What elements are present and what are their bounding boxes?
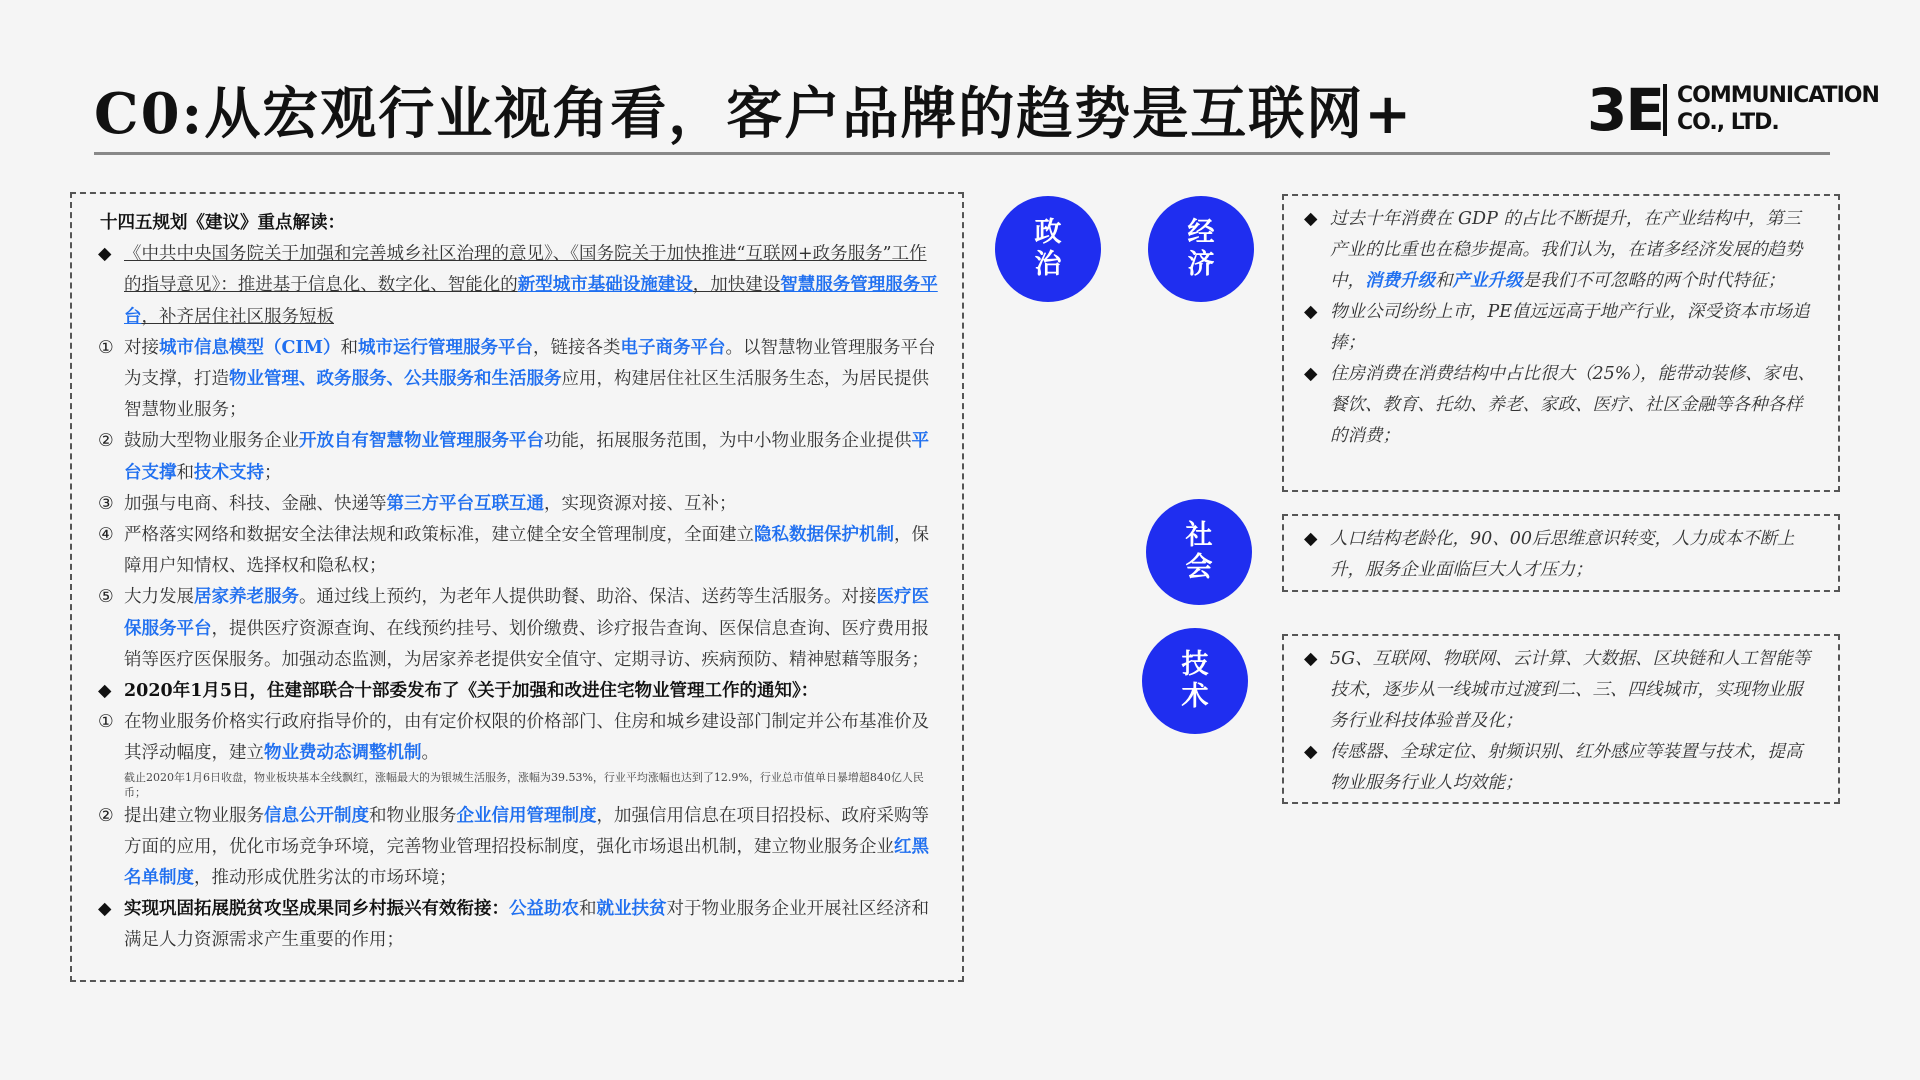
point-text: 是我们不可忽略的两个时代特征； — [1522, 271, 1785, 291]
notice-item-2 — [86, 801, 944, 895]
item-text: 对接 — [124, 337, 159, 358]
circle-char: 济 — [1187, 249, 1215, 280]
highlight-text: 企业信用管理制度 — [456, 805, 597, 826]
technology-point-1 — [1298, 644, 1818, 737]
logo-mark: 3E — [1587, 76, 1663, 144]
diamond-bullet-icon: ◆ — [98, 899, 112, 920]
logo-line-1: COMMUNICATION — [1677, 83, 1879, 108]
item-text: 。 — [421, 743, 439, 764]
circle-char: 会 — [1185, 552, 1213, 583]
item-text: 和 — [176, 462, 194, 483]
economy-point-2 — [1298, 297, 1818, 359]
highlight-text: 医疗医保服务平台 — [124, 587, 929, 639]
bullet-text: ，加快建设 — [692, 275, 781, 296]
market-note: 截止2020年1月6日收盘，物业板块基本全线飘红，涨幅最大的为银城生活服务，涨幅为39.53%，行业平均涨幅也达到了12.9%，行业总市值单日暴增超840亿人民币； — [124, 770, 924, 800]
item-text: ，实现资源对接、互补； — [544, 493, 737, 514]
policy-item-5 — [86, 582, 944, 676]
politics-circle — [995, 196, 1101, 302]
society-point-1 — [1298, 524, 1818, 586]
highlight-text: 开放自有智慧物业管理服务平台 — [299, 431, 544, 452]
policy-item-2 — [86, 426, 944, 488]
circle-char: 术 — [1181, 681, 1209, 712]
society-panel — [1282, 514, 1840, 592]
diamond-bullet-icon: ◆ — [1304, 649, 1318, 669]
highlight-text: 物业管理、政务服务、公共服务和生活服务 — [229, 369, 562, 390]
highlight-text: 红黑名单制度 — [124, 836, 929, 889]
economy-circle — [1148, 196, 1254, 302]
point-text: 物业公司纷纷上市，PE值远远高于地产行业，深受资本市场追捧； — [1330, 302, 1810, 353]
item-text: ，推动形成优胜劣汰的市场环境； — [194, 868, 457, 889]
item-text: ，链接各类 — [533, 337, 621, 358]
item-text: 和物业服务 — [369, 805, 457, 826]
item-text: ； — [264, 462, 282, 483]
highlight-text: 城市信息模型（CIM） — [159, 337, 341, 358]
highlight-text: 隐私数据保护机制 — [754, 525, 894, 546]
circle-char: 社 — [1185, 520, 1213, 551]
highlight-text: 消费升级 — [1365, 271, 1435, 291]
circle-char: 技 — [1181, 649, 1209, 680]
bullet-text: ，补齐居住社区服务短板 — [141, 306, 334, 327]
bullet-text: 《中共中央国务院关于加强和完善城乡社区治理的意见》、《国务院关于加快推进“互联网+政务服务”工作的指导意见》：推进基于信息化、数字化、智能化的 — [124, 244, 927, 296]
item-text: 鼓励大型物业服务企业 — [124, 431, 299, 452]
highlight-text: 物业费动态调整机制 — [264, 743, 422, 764]
economy-point-3 — [1298, 359, 1818, 452]
item-text: 提出建立物业服务 — [124, 805, 264, 826]
item-text: 。以智慧物业管理服务平台为支撑，打造 — [124, 337, 936, 390]
item-text: ，加强信用信息在项目招投标、政府采购等方面的应用，优化市场竞争环境，完善物业管理招投标制度，强化市场退出机制，建立物业服务企业 — [124, 805, 929, 857]
logo-divider — [1663, 84, 1667, 136]
item-text: 。通过线上预约，为老年人提供助餐、助浴、保洁、送药等生活服务。对接 — [299, 587, 877, 608]
item-number: ② — [98, 805, 114, 826]
item-text: 功能，拓展服务范围，为中小物业服务企业提供 — [544, 431, 912, 452]
policy-panel — [70, 192, 964, 982]
notice-item-1 — [86, 707, 944, 769]
item-number: ③ — [98, 493, 114, 514]
technology-point-2 — [1298, 737, 1818, 799]
economy-panel — [1282, 194, 1840, 492]
technology-panel — [1282, 634, 1840, 804]
policy-bullet-2 — [86, 676, 944, 707]
point-text: 传感器、全球定位、射频识别、红外感应等装置与技术，提高物业服务行业人均效能； — [1330, 742, 1803, 793]
item-number: ④ — [98, 525, 114, 546]
item-number: ② — [98, 431, 114, 452]
point-text: 人口结构老龄化，90、00后思维意识转变，人力成本不断上升，服务企业面临巨大人才压力； — [1330, 529, 1795, 580]
society-circle — [1146, 499, 1252, 605]
item-text: ，保障用户知情权、选择权和隐私权； — [124, 525, 929, 577]
point-text: 5G、互联网、物联网、云计算、大数据、区块链和人工智能等技术，逐步从一线城市过渡到二、三、四线城市，实现物业服务行业科技体验普及化； — [1330, 649, 1811, 731]
logo-text — [1677, 82, 1879, 136]
diamond-bullet-icon: ◆ — [1304, 302, 1318, 322]
logo-line-2: CO., LTD. — [1677, 110, 1779, 135]
technology-circle — [1142, 628, 1248, 734]
circle-char: 经 — [1187, 217, 1215, 248]
point-text: 过去十年消费在 GDP 的占比不断提升，在产业结构中，第三产业的比重也在稳步提高。我们认为，在诸多经济发展的趋势中， — [1330, 209, 1803, 291]
diamond-bullet-icon: ◆ — [1304, 209, 1318, 229]
page-title: C0:从宏观行业视角看，客户品牌的趋势是互联网+ — [94, 81, 1414, 147]
bullet-text: 2020年1月5日，住建部联合十部委发布了《关于加强和改进住宅物业管理工作的通知》： — [124, 681, 819, 702]
highlight-text: 平台支撑 — [124, 431, 929, 483]
bullet-text: 对于物业服务企业开展社区经济和满足人力资源需求产生重要的作用； — [124, 899, 929, 951]
bullet-text: 和 — [579, 899, 597, 920]
policy-bullet-3 — [86, 894, 944, 956]
item-text: 在物业服务价格实行政府指导价的，由有定价权限的价格部门、住房和城乡建设部门制定并公布基准价及其浮动幅度，建立 — [124, 712, 929, 764]
point-text: 住房消费在消费结构中占比很大（25%），能带动装修、家电、餐饮、教育、托幼、养老、家政、医疗、社区金融等各种各样的消费； — [1330, 364, 1816, 446]
highlight-text: 新型城市基础设施建设 — [517, 275, 693, 296]
item-text: ，提供医疗资源查询、在线预约挂号、划价缴费、诊疗报告查询、医保信息查询、医疗费用报销等医疗医保服务。加强动态监测，为居家养老提供安全值守、定期寻访、疾病预防、精神慰藉等服务； — [124, 618, 929, 670]
policy-item-3 — [86, 489, 944, 520]
diamond-bullet-icon: ◆ — [1304, 742, 1318, 762]
item-text: 大力发展 — [124, 587, 194, 608]
policy-item-4 — [86, 520, 944, 582]
policy-bullet-1 — [86, 239, 944, 333]
highlight-text: 智慧服务管理服务平台 — [124, 275, 938, 327]
highlight-text: 公益助农 — [509, 899, 579, 920]
diamond-bullet-icon: ◆ — [98, 681, 112, 702]
highlight-text: 信息公开制度 — [264, 805, 369, 826]
title-divider — [94, 152, 1830, 155]
item-text: 加强与电商、科技、金融、快递等 — [124, 493, 387, 514]
economy-point-1 — [1298, 204, 1818, 297]
diamond-bullet-icon: ◆ — [1304, 364, 1318, 384]
item-number: ⑤ — [98, 587, 114, 608]
bullet-bold-text: 实现巩固拓展脱贫攻坚成果同乡村振兴有效衔接： — [124, 899, 509, 920]
diamond-bullet-icon: ◆ — [98, 244, 112, 265]
point-text: 和 — [1435, 271, 1453, 291]
highlight-text: 产业升级 — [1452, 271, 1523, 291]
diamond-bullet-icon: ◆ — [1304, 529, 1318, 549]
highlight-text: 居家养老服务 — [194, 587, 299, 608]
highlight-text: 就业扶贫 — [596, 899, 667, 920]
policy-heading: 十四五规划《建议》重点解读： — [100, 213, 345, 233]
highlight-text: 电子商务平台 — [620, 337, 726, 358]
circle-char: 治 — [1034, 249, 1062, 280]
circle-char: 政 — [1034, 217, 1062, 248]
item-text: 和 — [340, 337, 358, 358]
highlight-text: 城市运行管理服务平台 — [358, 337, 533, 358]
item-number: ① — [98, 337, 114, 358]
item-text: 应用，构建居住社区生活服务生态，为居民提供智慧物业服务； — [124, 369, 929, 421]
highlight-text: 第三方平台互联互通 — [386, 493, 544, 514]
highlight-text: 技术支持 — [194, 462, 264, 483]
item-number: ① — [98, 712, 114, 733]
item-text: 严格落实网络和数据安全法律法规和政策标准，建立健全安全管理制度，全面建立 — [124, 525, 754, 546]
policy-item-1 — [86, 333, 944, 427]
